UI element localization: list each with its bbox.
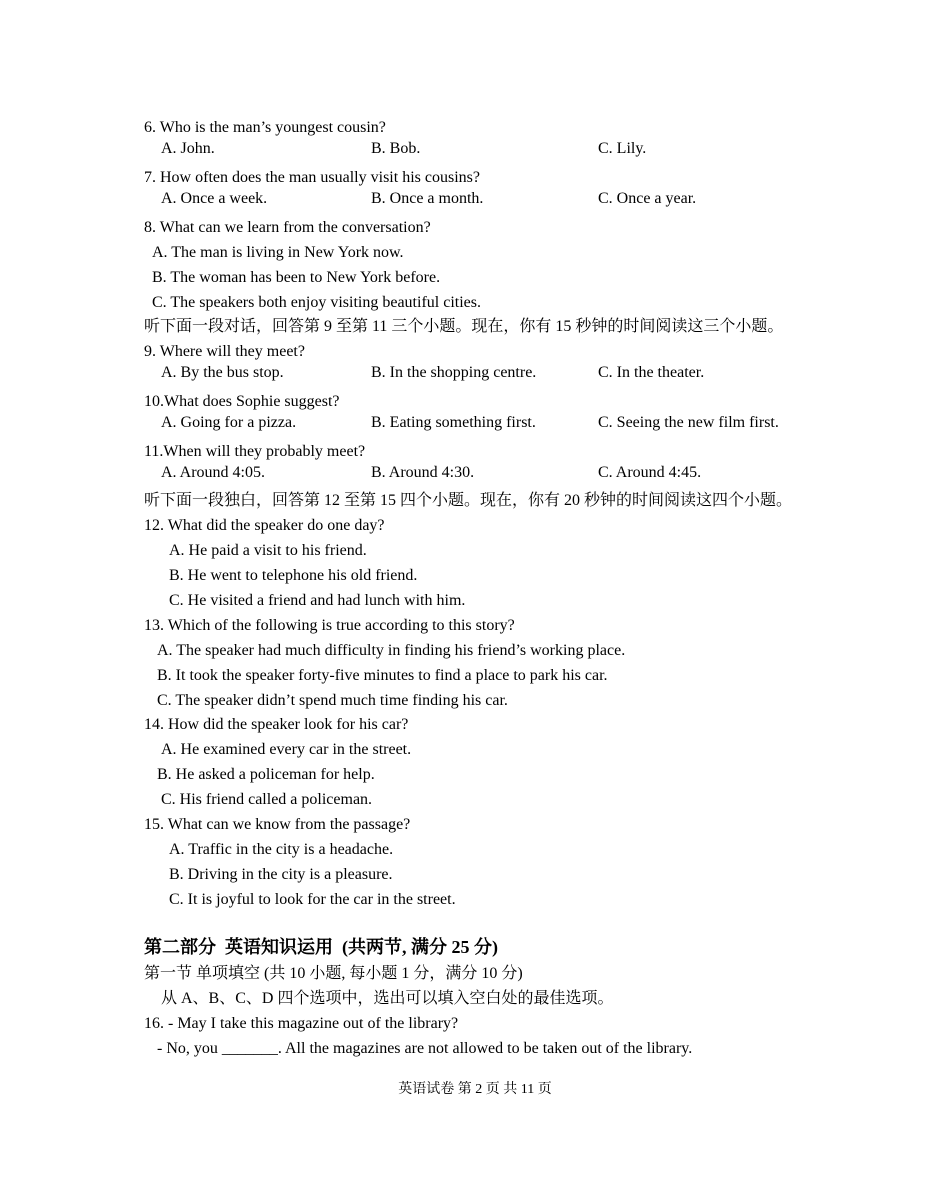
q6-option-a: A. John. (161, 140, 215, 157)
q13-option-b: B. It took the speaker forty-five minutes to find a place to park his car. (157, 667, 608, 684)
q10-option-b: B. Eating something first. (371, 414, 536, 431)
question-15-stem: 15. What can we know from the passage? (144, 816, 411, 833)
q11-option-c: C. Around 4:45. (598, 464, 702, 481)
part-2-heading: 第二部分 英语知识运用 (共两节, 满分 25 分) (144, 937, 498, 957)
page-footer: 英语试卷 第 2 页 共 11 页 (398, 1082, 552, 1097)
question-9-stem: 9. Where will they meet? (144, 343, 305, 360)
q7-option-a: A. Once a week. (161, 190, 268, 207)
q8-option-b: B. The woman has been to New York before. (152, 269, 441, 286)
question-6-options (0, 140, 950, 165)
section-1-title: 第一节 单项填空 (共 10 小题, 每小题 1 分，满分 10 分) (144, 965, 523, 982)
q12-option-c: C. He visited a friend and had lunch with him. (169, 592, 466, 609)
question-10-options (0, 414, 950, 439)
q7-option-c: C. Once a year. (598, 190, 697, 207)
q9-option-a: A. By the bus stop. (161, 364, 284, 381)
question-10-stem: 10.What does Sophie suggest? (144, 393, 340, 410)
question-16-reply: - No, you _______. All the magazines are not allowed to be taken out of the library. (157, 1040, 693, 1057)
question-7-stem: 7. How often does the man usually visit his cousins? (144, 169, 480, 186)
question-7-options (0, 190, 950, 215)
q13-option-c: C. The speaker didn’t spend much time finding his car. (157, 692, 508, 709)
instruction-12-15: 听下面一段独白，回答第 12 至第 15 四个小题。现在，你有 20 秒钟的时间阅读这四个小题。 (144, 492, 793, 509)
question-14-stem: 14. How did the speaker look for his car? (144, 716, 409, 733)
q15-option-a: A. Traffic in the city is a headache. (169, 841, 394, 858)
question-16-stem: 16. - May I take this magazine out of the library? (144, 1015, 459, 1032)
question-8-stem: 8. What can we learn from the conversation? (144, 219, 431, 236)
question-6-stem: 6. Who is the man’s youngest cousin? (144, 119, 386, 136)
q9-option-c: C. In the theater. (598, 364, 705, 381)
q14-option-a: A. He examined every car in the street. (161, 741, 412, 758)
q13-option-a: A. The speaker had much difficulty in finding his friend’s working place. (157, 642, 626, 659)
q12-option-a: A. He paid a visit to his friend. (169, 542, 367, 559)
instruction-9-11: 听下面一段对话，回答第 9 至第 11 三个小题。现在，你有 15 秒钟的时间阅读这三个小题。 (144, 318, 784, 335)
q11-option-a: A. Around 4:05. (161, 464, 265, 481)
q6-option-c: C. Lily. (598, 140, 647, 157)
question-11-stem: 11.When will they probably meet? (144, 443, 366, 460)
q8-option-c: C. The speakers both enjoy visiting beautiful cities. (152, 294, 481, 311)
q9-option-b: B. In the shopping centre. (371, 364, 537, 381)
q6-option-b: B. Bob. (371, 140, 421, 157)
q14-option-c: C. His friend called a policeman. (161, 791, 373, 808)
q11-option-b: B. Around 4:30. (371, 464, 475, 481)
question-9-options (0, 364, 950, 389)
q7-option-b: B. Once a month. (371, 190, 484, 207)
question-11-options (0, 464, 950, 489)
question-13-stem: 13. Which of the following is true according to this story? (144, 617, 515, 634)
q15-option-c: C. It is joyful to look for the car in the street. (169, 891, 456, 908)
q10-option-a: A. Going for a pizza. (161, 414, 297, 431)
q8-option-a: A. The man is living in New York now. (152, 244, 404, 261)
question-12-stem: 12. What did the speaker do one day? (144, 517, 385, 534)
q12-option-b: B. He went to telephone his old friend. (169, 567, 418, 584)
q14-option-b: B. He asked a policeman for help. (157, 766, 375, 783)
q10-option-c: C. Seeing the new film first. (598, 414, 779, 431)
q15-option-b: B. Driving in the city is a pleasure. (169, 866, 393, 883)
section-1-instruction: 从 A、B、C、D 四个选项中，选出可以填入空白处的最佳选项。 (161, 990, 614, 1007)
